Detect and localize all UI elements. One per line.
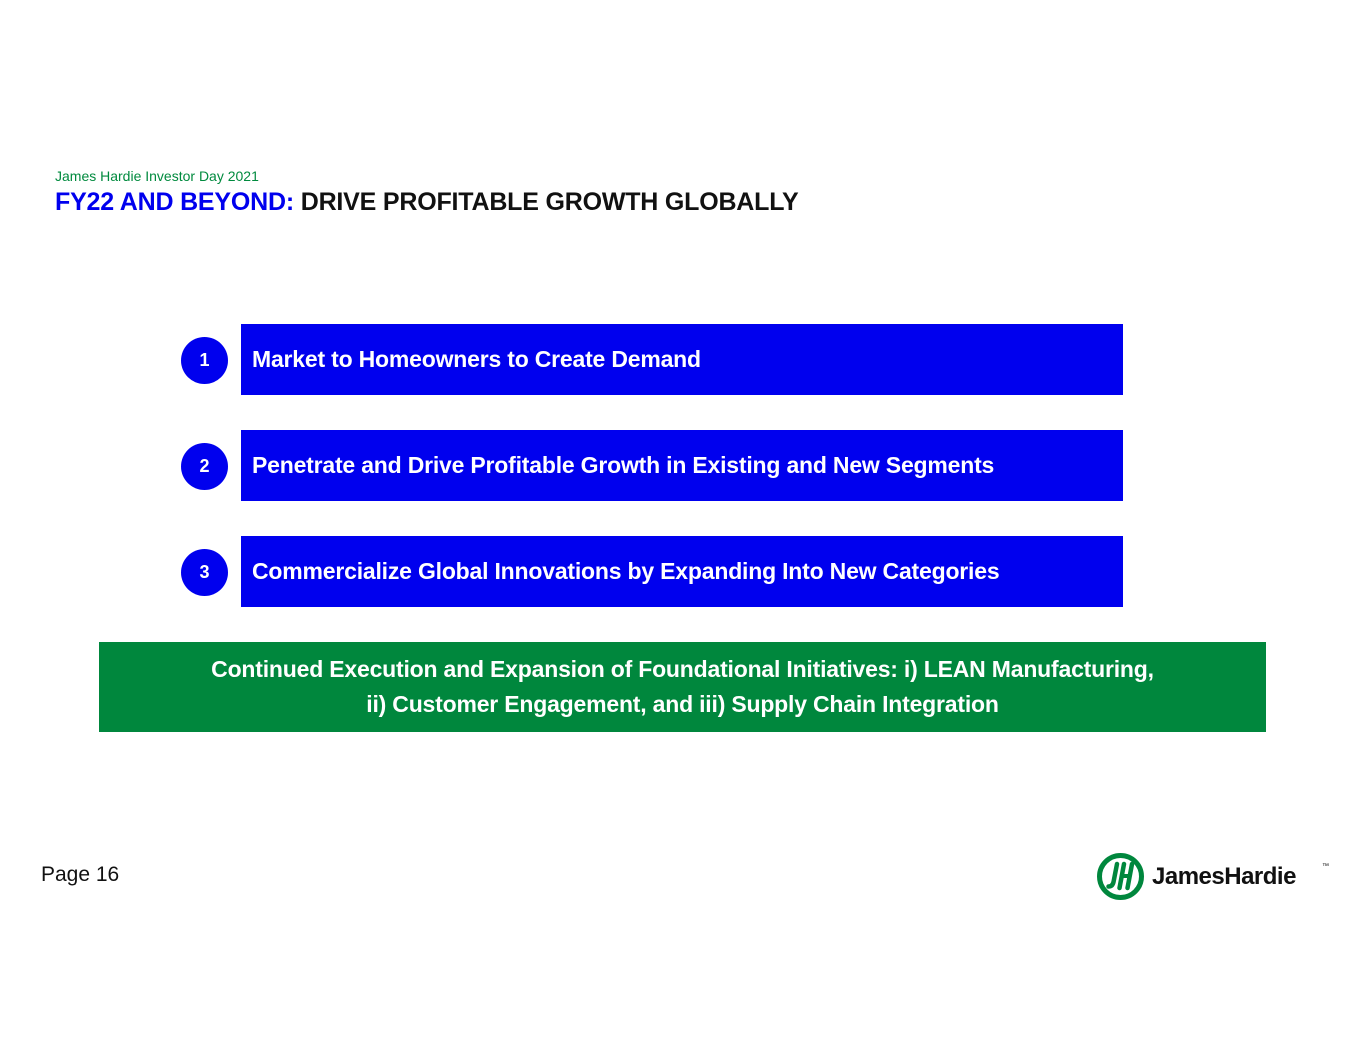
company-logo [1096, 852, 1336, 902]
jh-monogram-icon [1096, 852, 1146, 902]
pillar-box-2: Penetrate and Drive Profitable Growth in Existing and New Segments [241, 430, 1123, 501]
slide-title-accent: FY22 AND BEYOND: [55, 188, 294, 216]
foundation-line-1: Continued Execution and Expansion of Foundational Initiatives: i) LEAN Manufacturing, [211, 656, 1154, 682]
slide-title-rest: DRIVE PROFITABLE GROWTH GLOBALLY [300, 188, 799, 216]
foundation-line-2: ii) Customer Engagement, and iii) Supply Chain Integration [366, 691, 999, 717]
logo-trademark: ™ [1322, 863, 1329, 870]
foundation-box [99, 642, 1266, 732]
page-label: Page 16 [41, 863, 120, 886]
logo-wordmark: JamesHardie [1152, 863, 1296, 890]
slide-title [55, 188, 798, 217]
pillar-box-1: Market to Homeowners to Create Demand [241, 324, 1123, 395]
pillar-number-1: 1 [181, 337, 228, 384]
pillar-number-2: 2 [181, 443, 228, 490]
pillar-number-3: 3 [181, 549, 228, 596]
pillar-box-3: Commercialize Global Innovations by Expanding Into New Categories [241, 536, 1123, 607]
event-label: James Hardie Investor Day 2021 [55, 168, 259, 184]
